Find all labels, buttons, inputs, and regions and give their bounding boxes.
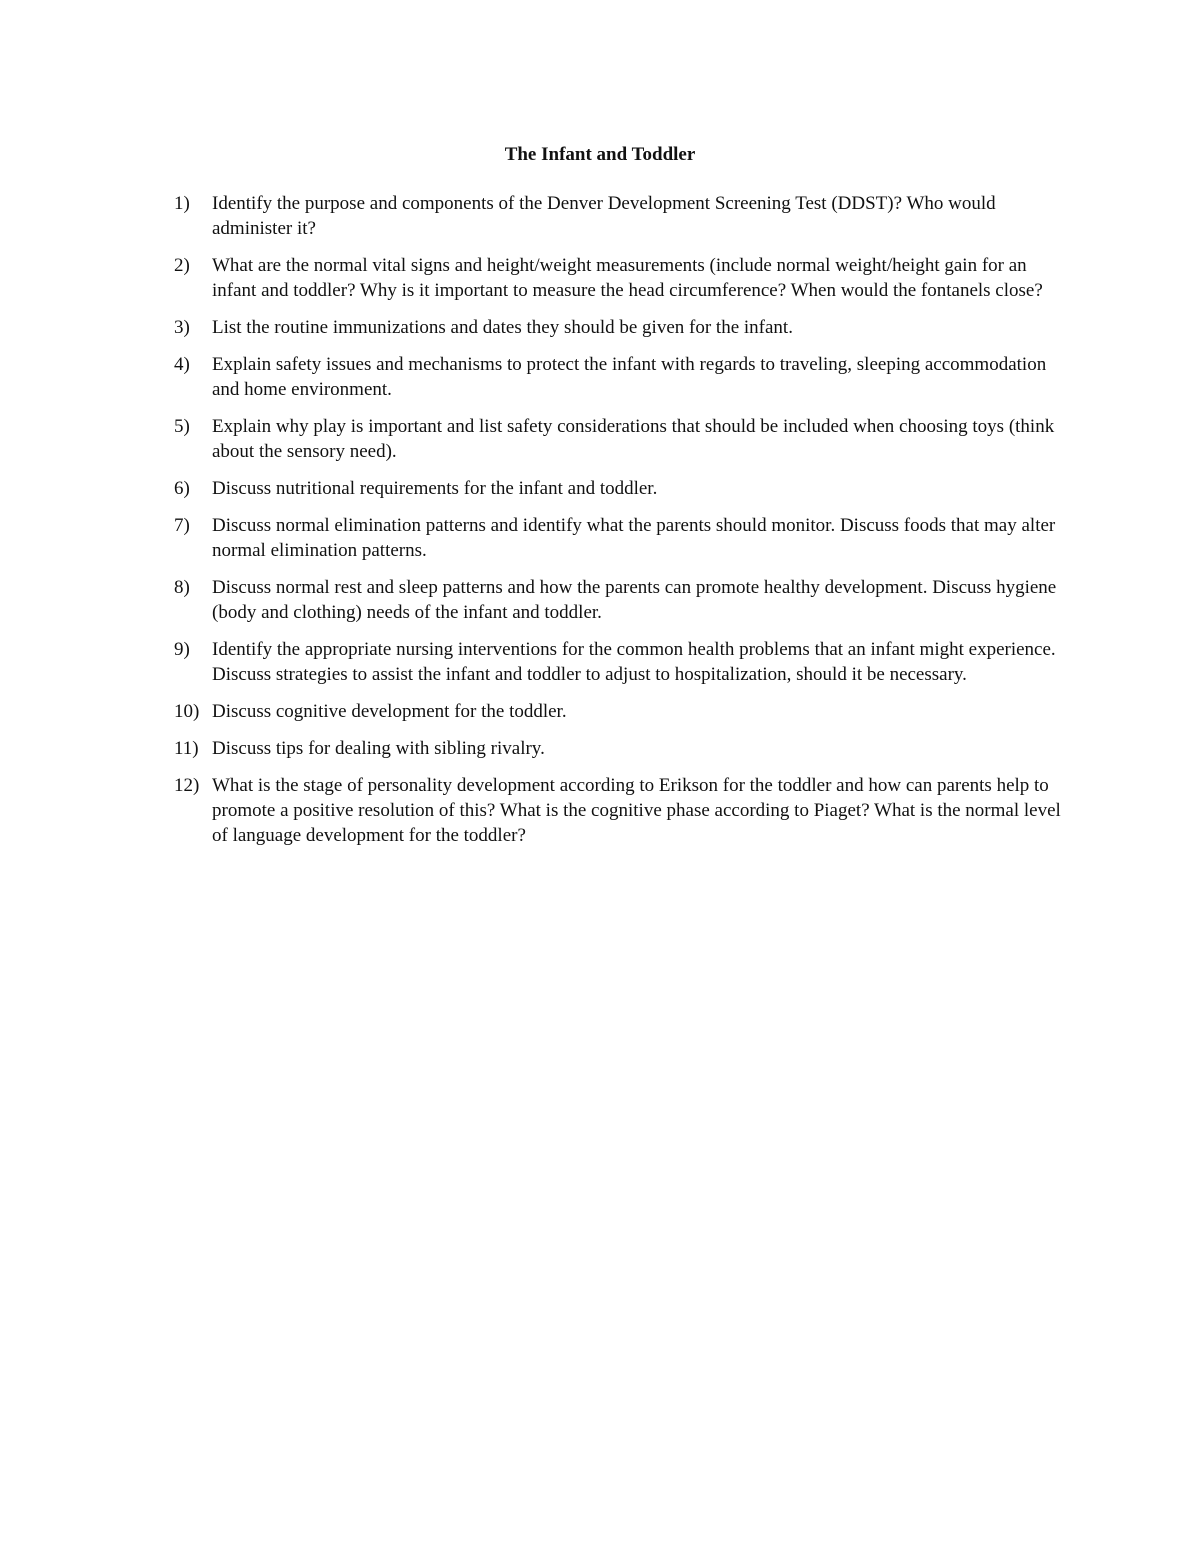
question-text: List the routine immunizations and dates they should be given for the infant. xyxy=(212,317,793,338)
question-text: Discuss normal rest and sleep patterns and how the parents can promote healthy development. Discuss hygiene (body and clothing) needs of the infant and toddler. xyxy=(212,577,1057,623)
question-number: 1) xyxy=(174,193,190,214)
question-number: 11) xyxy=(174,738,199,759)
question-text: Explain why play is important and list safety considerations that should be included when choosing toys (think about the sensory need). xyxy=(212,416,1055,462)
question-item xyxy=(174,315,1064,340)
question-text: Discuss cognitive development for the toddler. xyxy=(212,701,567,722)
question-text: What is the stage of personality development according to Erikson for the toddler and how can parents help to promote a positive resolution of this? What is the cognitive phase according to Piaget? What is the normal level of language development for the toddler? xyxy=(212,775,1061,846)
question-item xyxy=(174,513,1064,563)
question-item xyxy=(174,191,1064,241)
question-text: What are the normal vital signs and height/weight measurements (include normal weight/height gain for an infant and toddler? Why is it important to measure the head circumference? When would the fontanels close? xyxy=(212,255,1043,301)
question-number: 3) xyxy=(174,317,190,338)
question-number: 2) xyxy=(174,255,190,276)
question-item xyxy=(174,476,1064,501)
question-text: Identify the purpose and components of the Denver Development Screening Test (DDST)? Who would administer it? xyxy=(212,193,996,239)
question-text: Discuss tips for dealing with sibling rivalry. xyxy=(212,738,545,759)
question-number: 9) xyxy=(174,639,190,660)
question-item xyxy=(174,637,1064,687)
question-item xyxy=(174,414,1064,464)
question-text: Explain safety issues and mechanisms to protect the infant with regards to traveling, sleeping accommodation and home environment. xyxy=(212,354,1047,400)
question-text: Discuss normal elimination patterns and identify what the parents should monitor. Discuss foods that may alter normal elimination patterns. xyxy=(212,515,1056,561)
question-number: 12) xyxy=(174,775,200,796)
question-item xyxy=(174,253,1064,303)
question-text: Identify the appropriate nursing interventions for the common health problems that an infant might experience. Discuss strategies to assist the infant and toddler to adjust to hospitalization, should it be necessary. xyxy=(212,639,1056,685)
question-number: 8) xyxy=(174,577,190,598)
question-number: 4) xyxy=(174,354,190,375)
question-item xyxy=(174,736,1064,761)
question-item xyxy=(174,699,1064,724)
question-number: 7) xyxy=(174,515,190,536)
document-title: The Infant and Toddler xyxy=(504,144,696,165)
question-item xyxy=(174,352,1064,402)
question-text: Discuss nutritional requirements for the infant and toddler. xyxy=(212,478,658,499)
question-number: 10) xyxy=(174,701,200,722)
question-item xyxy=(174,773,1064,848)
question-number: 6) xyxy=(174,478,190,499)
question-list xyxy=(174,191,1064,860)
question-item xyxy=(174,575,1064,625)
question-number: 5) xyxy=(174,416,190,437)
